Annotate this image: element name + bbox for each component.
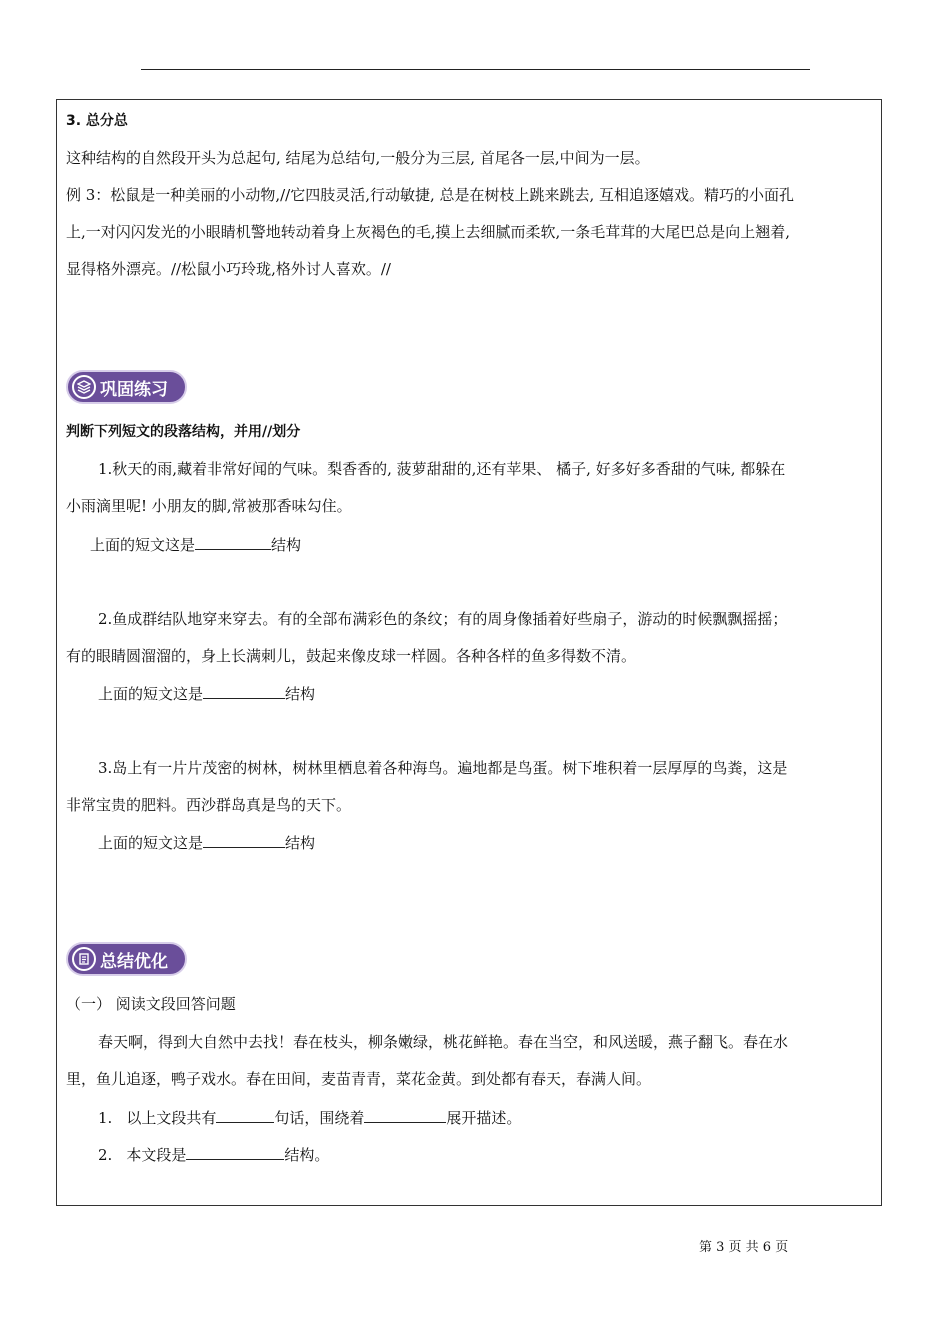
layers-icon bbox=[72, 375, 96, 399]
question-3-line: 非常宝贵的肥料。西沙群岛真是鸟的天下。 bbox=[66, 796, 352, 814]
passage-line: 春天啊，得到大自然中去找！春在枝头，柳条嫩绿，桃花鲜艳。春在当空，和风送暖，燕子翻飞。春在水 bbox=[98, 1033, 789, 1051]
question-1-line: 1.秋天的雨,藏着非常好闻的气味。梨香香的, 菠萝甜甜的,还有苹果、 橘子, 好多好多香甜的气味, 都躲在 bbox=[98, 460, 786, 478]
practice-badge-label: 巩固练习 bbox=[100, 379, 168, 400]
answer-blank-1[interactable] bbox=[195, 534, 271, 550]
summary-badge bbox=[66, 942, 187, 976]
topic-blank[interactable] bbox=[364, 1107, 446, 1123]
question-1-line: 小雨滴里呢! 小朋友的脚,常被那香味勾住。 bbox=[66, 497, 352, 515]
example-line: 上,一对闪闪发光的小眼睛机警地转动着身上灰褐色的毛,摸上去细腻而柔软,一条毛茸茸的大尾巴总是向上翘着, bbox=[66, 223, 791, 241]
answer-line-2: 上面的短文这是 结构 bbox=[98, 685, 316, 703]
passage-line: 里，鱼儿追逐，鸭子戏水。春在田间，麦苗青青，菜花金黄。到处都有春天，春满人间。 bbox=[66, 1070, 652, 1088]
document-icon bbox=[72, 947, 96, 971]
question-2-line: 有的眼睛圆溜溜的，身上长满刺儿，鼓起来像皮球一样圆。各种各样的鱼多得数不清。 bbox=[66, 647, 637, 665]
summary-badge-label: 总结优化 bbox=[100, 951, 168, 972]
practice-instruction: 判断下列短文的段落结构，并用//划分 bbox=[66, 424, 301, 440]
answer-line-3: 上面的短文这是 结构 bbox=[98, 834, 316, 852]
question-3-line: 3.岛上有一片片茂密的树林，树林里栖息着各种海鸟。遍地都是鸟蛋。树下堆积着一层厚厚的鸟粪，这是 bbox=[98, 759, 788, 777]
summary-question-2: 2. 本文段是 结构。 bbox=[98, 1146, 330, 1164]
question-2-line: 2.鱼成群结队地穿来穿去。有的全部布满彩色的条纹；有的周身像插着好些扇子，游动的时候飘飘摇摇； bbox=[98, 610, 788, 628]
page-footer: 第 3 页 共 6 页 bbox=[699, 1240, 789, 1255]
answer-blank-2[interactable] bbox=[203, 683, 285, 699]
section-description: 这种结构的自然段开头为总起句, 结尾为总结句,一般分为三层, 首尾各一层,中间为一层。 bbox=[66, 149, 650, 167]
section-heading: 3. 总分总 bbox=[66, 113, 128, 129]
example-line: 例 3：松鼠是一种美丽的小动物,//它四肢灵活,行动敏捷, 总是在树枝上跳来跳去, 互相追逐嬉戏。精巧的小面孔 bbox=[66, 186, 795, 204]
practice-badge bbox=[66, 370, 187, 404]
sentence-count-blank[interactable] bbox=[216, 1107, 274, 1123]
answer-line-1: 上面的短文这是 结构 bbox=[90, 536, 302, 554]
summary-question-1: 1. 以上文段共有 句话，围绕着 展开描述。 bbox=[98, 1109, 522, 1127]
example-line: 显得格外漂亮。//松鼠小巧玲珑,格外讨人喜欢。// bbox=[66, 260, 391, 278]
answer-blank-3[interactable] bbox=[203, 832, 285, 848]
structure-blank[interactable] bbox=[186, 1144, 284, 1160]
header-rule bbox=[141, 69, 810, 70]
part-title: （一） 阅读文段回答问题 bbox=[66, 995, 236, 1013]
